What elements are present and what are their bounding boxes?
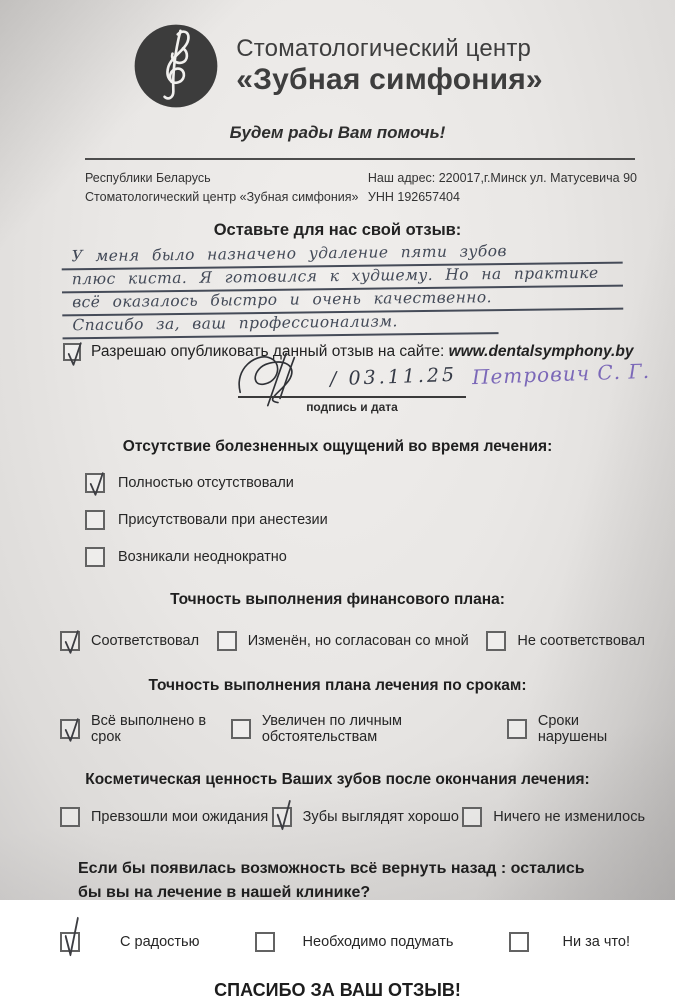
section-cosmetic-options bbox=[0, 807, 675, 827]
option-label: Зубы выглядят хорошо bbox=[302, 808, 459, 825]
checkbox[interactable] bbox=[272, 807, 292, 827]
checkbox[interactable] bbox=[60, 631, 80, 651]
option-label: Всё выполнено в срок bbox=[91, 712, 207, 745]
option-occurred-repeatedly bbox=[85, 547, 675, 567]
section-return-heading: Если бы появилась возможность всё вернуть назад : остались бы вы на лечение в нашей клинике? bbox=[78, 859, 585, 902]
section-cosmetic-heading: Косметическая ценность Ваших зубов после окончания лечения: bbox=[85, 770, 590, 788]
checkmark-icon bbox=[86, 470, 107, 498]
clinic-name: «Зубная симфония» bbox=[236, 62, 543, 96]
review-heading: Оставьте для нас свой отзыв: bbox=[213, 220, 462, 239]
consent-website: www.dentalsymphony.by bbox=[448, 342, 634, 360]
review-line: плюс киста. Я готовился к худшему. Но на практике bbox=[62, 263, 623, 293]
checkbox[interactable] bbox=[255, 932, 275, 952]
option-extended-personal bbox=[231, 713, 507, 745]
checkbox[interactable] bbox=[231, 719, 251, 739]
checkmark-icon bbox=[273, 797, 294, 833]
clinic-title bbox=[236, 36, 543, 96]
option-need-to-think bbox=[255, 932, 454, 952]
date-value: 03.11.25 bbox=[348, 363, 458, 390]
checkmark-icon bbox=[61, 913, 82, 960]
option-label: Присутствовали при анестезии bbox=[118, 511, 328, 528]
option-label: Соответствовал bbox=[91, 632, 200, 649]
info-left bbox=[85, 169, 359, 207]
clinic-type: Стоматологический центр bbox=[236, 34, 532, 62]
checkbox[interactable] bbox=[486, 631, 506, 651]
checkbox[interactable] bbox=[85, 510, 105, 530]
tagline: Будем рады Вам помочь! bbox=[229, 123, 446, 142]
option-nothing-changed bbox=[462, 807, 645, 827]
checkbox[interactable] bbox=[60, 719, 80, 739]
option-label: Увеличен по личным обстоятельствам bbox=[261, 712, 403, 745]
consent-text: Разрешаю опубликовать данный отзыв на сайте: bbox=[91, 342, 445, 360]
signature-date bbox=[330, 363, 458, 389]
option-not-matched bbox=[486, 631, 645, 651]
option-done-on-time bbox=[60, 713, 231, 745]
checkbox[interactable] bbox=[85, 473, 105, 493]
info-unn: УНН 192657404 bbox=[367, 189, 460, 204]
checkmark-icon bbox=[61, 716, 82, 744]
footer-thanks: СПАСИБО ЗА ВАШ ОТЗЫВ! bbox=[214, 980, 461, 1001]
review-line: всё оказалось быстро и очень качественно. bbox=[62, 286, 623, 316]
review-line: Спасибо за, ваш профессионализм. bbox=[62, 311, 499, 339]
section-timing-heading: Точность выполнения плана лечения по срокам: bbox=[148, 676, 527, 694]
signature-line bbox=[238, 396, 466, 398]
option-gladly bbox=[60, 932, 199, 952]
checkbox[interactable] bbox=[85, 547, 105, 567]
option-label: Изменён, но согласован со мной bbox=[247, 632, 469, 649]
checkbox[interactable] bbox=[217, 631, 237, 651]
option-label: С радостью bbox=[120, 934, 200, 951]
header bbox=[0, 0, 675, 110]
option-label: Необходимо подумать bbox=[302, 934, 454, 951]
option-deadlines-broken bbox=[507, 713, 645, 745]
checkbox[interactable] bbox=[60, 807, 80, 827]
checkbox[interactable] bbox=[509, 932, 529, 952]
section-financial-heading: Точность выполнения финансового плана: bbox=[170, 590, 505, 608]
checkbox[interactable] bbox=[462, 807, 482, 827]
clinic-logo-treble-clef-tooth-icon bbox=[132, 22, 220, 110]
consent-checkbox[interactable] bbox=[63, 343, 81, 361]
checkbox[interactable] bbox=[507, 719, 527, 739]
info-country: Республики Беларусь bbox=[85, 171, 211, 185]
option-fully-absent bbox=[85, 473, 675, 493]
option-label: Сроки нарушены bbox=[537, 712, 608, 745]
info-right bbox=[368, 169, 637, 207]
signature-name: Петрович С. Г. bbox=[471, 358, 651, 389]
section-pain-options bbox=[0, 473, 675, 567]
review-line: У меня было назначено удаление пяти зубов bbox=[61, 240, 622, 270]
option-exceeded-expectations bbox=[60, 807, 268, 827]
option-label: Возникали неоднократно bbox=[118, 548, 287, 565]
option-during-anesthesia bbox=[85, 510, 675, 530]
section-financial-options bbox=[0, 631, 675, 651]
consent-label bbox=[91, 343, 633, 361]
section-timing-options bbox=[0, 713, 675, 745]
section-return-options bbox=[0, 932, 675, 952]
consent-row bbox=[0, 343, 675, 361]
option-label: Ни за что! bbox=[562, 934, 630, 951]
handwritten-review bbox=[61, 240, 623, 339]
option-label: Превзошли мои ожидания bbox=[91, 808, 269, 825]
signature-caption: подпись и дата bbox=[306, 399, 398, 414]
section-pain-heading: Отсутствие болезненных ощущений во время лечения: bbox=[122, 437, 553, 455]
info-block bbox=[0, 160, 675, 207]
option-label: Ничего не изменилось bbox=[493, 808, 645, 825]
option-label: Не соответствовал bbox=[517, 632, 645, 649]
date-slash: / bbox=[329, 367, 340, 390]
info-address: Наш адрес: 220017,г.Минск ул. Матусевича 90 bbox=[367, 171, 637, 185]
info-clinic: Стоматологический центр «Зубная симфония» bbox=[85, 189, 359, 204]
option-matched bbox=[60, 631, 199, 651]
option-changed-agreed bbox=[217, 631, 469, 651]
option-never bbox=[509, 932, 630, 952]
checkmark-icon bbox=[61, 628, 82, 656]
signature-area bbox=[0, 358, 675, 424]
option-label: Полностью отсутствовали bbox=[118, 474, 294, 491]
checkbox[interactable] bbox=[60, 932, 80, 952]
option-teeth-look-good bbox=[272, 807, 459, 827]
